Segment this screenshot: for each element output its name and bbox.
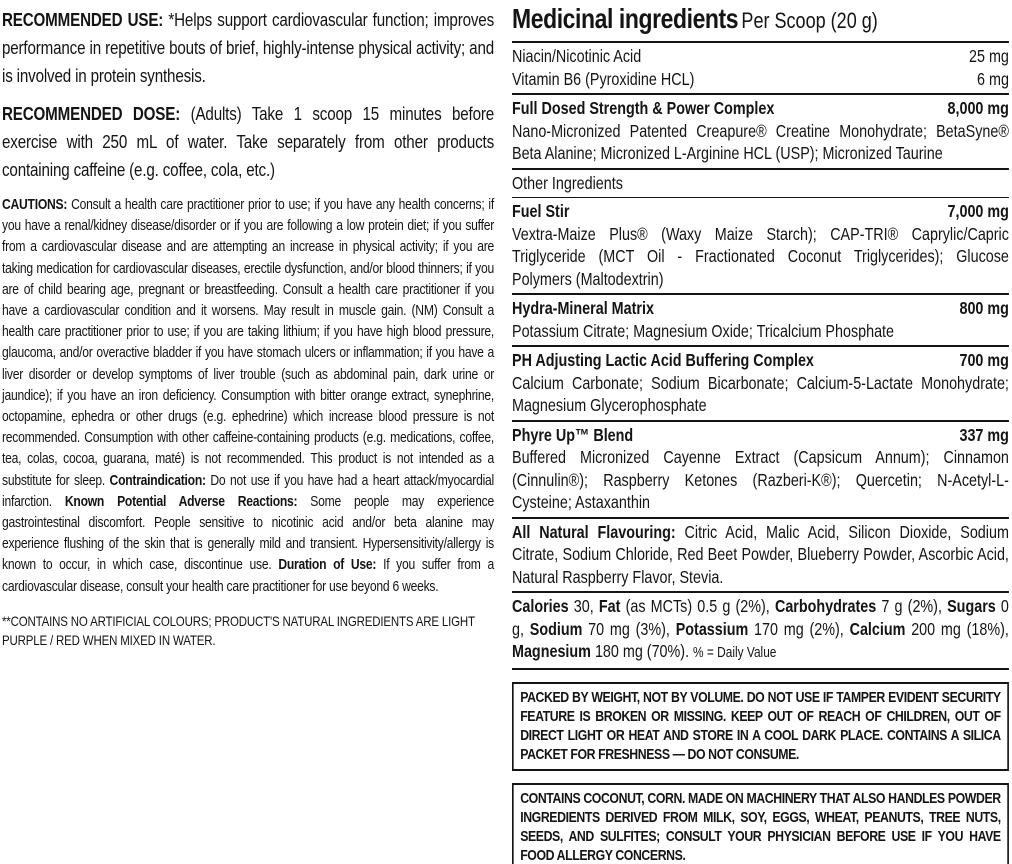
ingredient-detail: Nano-Micronized Patented Creapure® Creatine Monohydrate; BetaSyne® Beta Alanine; Micronized L-Arginine HCL (USP); Micronized Taurine [512,120,1009,163]
ingredient-name: PH Adjusting Lactic Acid Buffering Complex [512,350,814,370]
recommended-dose-label: RECOMMENDED DOSE: [2,103,181,124]
text-segment: Sugars [947,596,996,616]
ingredient-amount: 337 mg [959,424,1009,445]
recommended-use-paragraph [2,6,494,90]
text-segment: 0 g, [512,596,1009,639]
right-column [512,0,1009,864]
section-inline [512,593,1009,670]
ingredient-row [512,68,1009,91]
text-segment: 200 mg (18%), [905,618,1009,639]
text-segment: Calories [512,596,569,616]
ingredient-name: Niacin/Nicotinic Acid [512,46,642,66]
text-segment: Magnesium [512,641,591,661]
recommended-use-text: *Helps support cardiovascular function; improves performance in repetitive bouts of brief, highly-intense physical activity; and is involved in protein synthesis. [2,9,494,86]
allergen-warning-box: CONTAINS COCONUT, CORN. MADE ON MACHINERY THAT ALSO HANDLES POWDER INGREDIENTS DERIVED FROM MILK, SOY, EGGS, WHEAT, PEANUTS, TREE NUTS, SEEDS, AND SULFITES; CONSULT YOUR PHYSICIAN BEFORE USE IF YOU HAVE FOOD ALLERGY CONCERNS. [512,783,1009,864]
section-other-ingredients [512,170,1009,199]
medicinal-ingredients-header [512,3,1009,43]
ingredient-name: Phyre Up™ Blend [512,424,634,445]
ingredient-name: Full Dosed Strength & Power Complex [512,98,775,118]
text-segment: All Natural Flavouring: [512,521,685,542]
ingredient-amount: 7,000 mg [947,201,1009,221]
text-segment: 70 mg (3%), [582,618,676,639]
text-segment: % = Daily Value [693,645,777,661]
recommended-use-label: RECOMMENDED USE: [2,9,164,30]
text-segment: Do not use if you have had a heart attack/myocardial infarction. [2,472,494,510]
ingredient-name: Hydra-Mineral Matrix [512,298,654,318]
text-segment: If you suffer from a cardiovascular disease, consult your health care practitioner for use beyond 6 weeks. [2,557,494,595]
ingredient-row [512,424,1009,447]
medicinal-ingredients-title: Medicinal ingredients [512,3,739,34]
section-label: Other Ingredients [512,172,623,193]
ingredient-detail: Buffered Micronized Cayenne Extract (Capsicum Annum); Cinnamon (Cinnulin®); Raspberry Ketones (Razberi-K®); Quercetin; N-Acetyl-L-Cysteine; Astaxanthin [512,447,1009,512]
ingredient-row [512,200,1009,223]
inline-text [512,595,1009,665]
text-segment: Potassium [675,618,749,639]
text-segment: CAUTIONS: [2,197,72,213]
text-segment: Consult a health care practitioner prior to use; if you have any health concerns; if you have a renal/kidney disease/disorder or if you are following a low protein diet; if you suffer from a cardiovascular disease and are attempting an increase in physical activity; if you are taking medication for cardiovascular diseases, erectile dysfunction, and/or blood thinners; if you are of child bearing age, pregnant or breastfeeding. Consult a health care practitioner if you have a cardiovascular condition and it worsens. May result in muscle gain. (NM) Consult a health care practitioner prior to use; if you are taking lithium; if you have high blood pressure, glaucoma, and/or overactive bladder if you have stomach ulcers or inflammation; if you have a liver disorder or develop symptoms of liver trouble (such as abdominal pain, dark urine or jaundice); if you have an iron deficiency. Consumption with bitter orange extract, synephrine, octopamine, ephedra or other drugs (e.g. ephedrine) which increase blood pressure is not recommended. Consumption with other caffeine-containing products (e.g. medications, coffee, tea, colas, cocoa, guarana, maté) is not recommended. This product is not intended as a substitute for sleep. [2,197,495,489]
ingredient-name: Vitamin B6 (Pyroxidine HCL) [512,68,695,89]
section-inline [512,519,1009,594]
cautions-paragraph [2,195,494,598]
recommended-dose-paragraph [2,100,494,184]
section-rows [512,43,1009,95]
text-segment: Carbohydrates [774,596,877,616]
ingredient-amount: 8,000 mg [947,98,1009,118]
per-scoop-subtitle: Per Scoop (20 g) [741,8,878,33]
text-segment: Citric Acid, Malic Acid, Silicon Dioxide, Sodium Citrate, Sodium Chloride, Red Beet Powder, Blueberry Powder, Ascorbic Acid, Natural Raspberry Flavor, Stevia. [512,521,1009,587]
ingredient-row [512,349,1009,372]
ingredient-row [512,297,1009,320]
text-segment: 170 mg (2%), [748,618,850,639]
warning-boxes [512,682,1009,864]
ingredient-row [512,97,1009,120]
medicinal-sections [512,43,1009,670]
ingredient-amount: 700 mg [959,350,1009,370]
text-segment: Sodium [529,618,583,639]
ingredient-amount: 25 mg [969,46,1009,66]
no-artificial-colours-note: **CONTAINS NO ARTIFICIAL COLOURS; PRODUCT'S NATURAL INGREDIENTS ARE LIGHT PURPLE / RED WHEN MIXED IN WATER. [2,612,475,649]
recommended-dose-text: (Adults) Take 1 scoop 15 minutes before exercise with 250 mL of water. Take separately from other products containing caffeine (e.g. coffee, cola, etc.) [2,103,494,180]
section-full-dosed-strength-power-complex [512,95,1009,170]
storage-warning-box: PACKED BY WEIGHT, NOT BY VOLUME. DO NOT USE IF TAMPER EVIDENT SECURITY FEATURE IS BROKEN OR MISSING. KEEP OUT OF REACH OF CHILDREN, OUT OF DIRECT LIGHT OR HEAT AND STORE IN A COOL DARK PLACE. CONTAINS A SILICA PACKET FOR FRESHNESS — DO NOT CONSUME. [512,682,1009,771]
text-segment: 30, [568,596,599,616]
ingredient-name: Fuel Stir [512,201,570,221]
section-phyre-up-blend [512,422,1009,519]
ingredient-amount: 800 mg [959,298,1009,318]
inline-text [512,521,1009,589]
ingredient-amount: 6 mg [977,68,1009,89]
text-segment: Duration of Use: [278,557,384,574]
ingredient-detail: Potassium Citrate; Magnesium Oxide; Tricalcium Phosphate [512,320,895,341]
section-ph-adjusting-lactic-acid-buffering-complex [512,347,1009,422]
ingredient-detail: Calcium Carbonate; Sodium Bicarbonate; Calcium-5-Lactate Monohydrate; Magnesium Glycerophosphate [512,372,1009,415]
text-segment: Contraindication: [109,472,211,489]
left-column-content [2,0,494,651]
text-segment: Some people may experience gastrointestinal discomfort. People sensitive to nicotinic acid and/or beta alanine may experience flushing of the skin that is generally mild and transient. Hypersensitivity/allergy is known to occur, in which case, discontinue use. [2,493,494,574]
text-segment: Known Potential Adverse Reactions: [64,493,311,510]
text-segment: 180 mg (70%). [590,641,694,661]
text-segment: 7 g (2%), [876,596,948,616]
text-segment: (as MCTs) 0.5 g (2%), [620,596,775,616]
right-column-content [512,0,1009,864]
left-column [2,0,494,651]
text-segment: Fat [598,596,621,616]
section-fuel-stir [512,198,1009,295]
text-segment: Calcium [849,618,906,639]
section-hydra-mineral-matrix [512,295,1009,347]
ingredient-row [512,45,1009,68]
ingredient-detail: Vextra-Maize Plus® (Waxy Maize Starch); CAP-TRI® Caprylic/Capric Triglyceride (MCT Oil - Fractionated Coconut Triglycerides); Glucose Polymers (Maltodextrin) [512,223,1009,289]
